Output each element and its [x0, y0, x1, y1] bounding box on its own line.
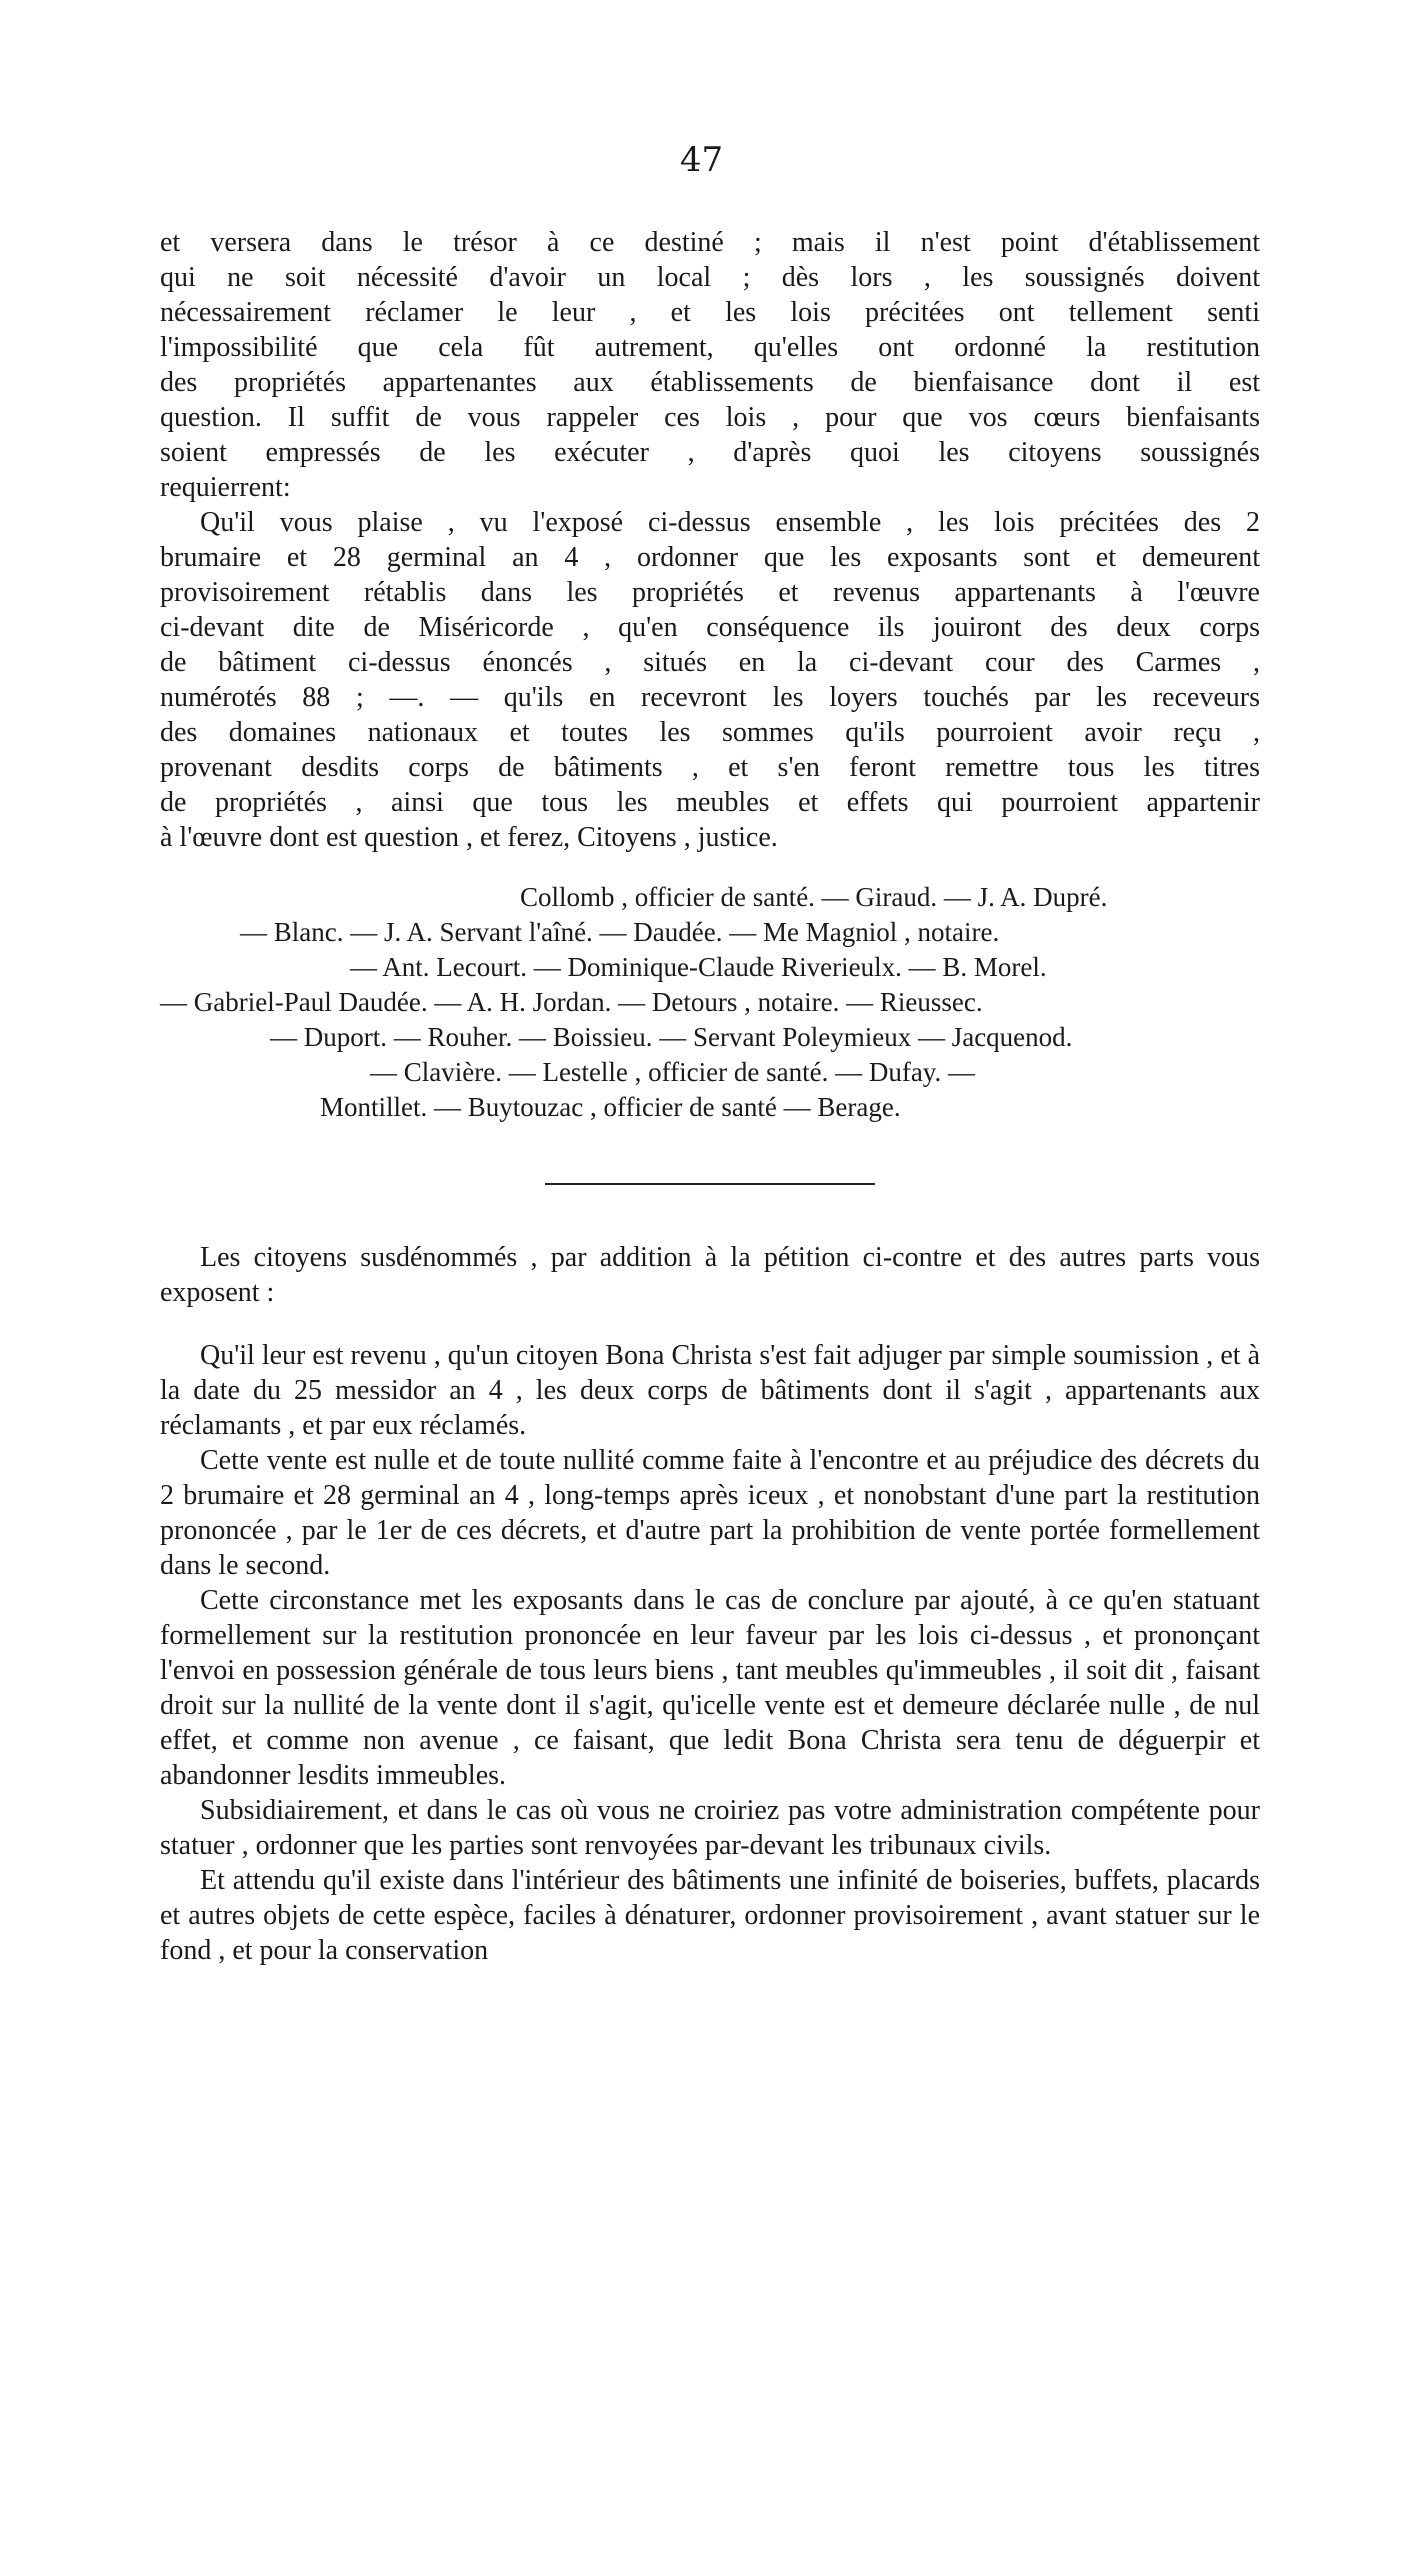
signatures-block	[160, 880, 1260, 1125]
addition-paragraph-3: Cette circonstance met les exposants dans le cas de conclure par ajouté, à ce qu'en statuant formellement sur la restitution prononcée en leur faveur par les lois ci-dessus , et prononçant l'envoi en possession générale de tous leurs biens , tant meubles qu'immeubles , il soit dit , faisant droit sur la nullité de la vente dont il s'agit, qu'icelle vente est et demeure déclarée nulle , de nul effet, et comme non avenue , ce faisant, que ledit Bona Christa sera tenu de déguerpir et abandonner lesdits immeubles.	[160, 1585, 1260, 1791]
section-divider	[545, 1183, 875, 1185]
signature-line: — Clavière. — Lestelle , officier de santé. — Dufay. —	[370, 1057, 976, 1087]
text-line: provenant desdits corps de bâtiments , et s'en feront remettre tous les titres	[160, 752, 1260, 783]
text-line: et versera dans le trésor à ce destiné ; mais il n'est point d'établissement	[160, 227, 1260, 258]
signature-line: Montillet. — Buytouzac , officier de santé — Berage.	[320, 1092, 901, 1122]
addition-paragraph-2: Cette vente est nulle et de toute nullité comme faite à l'encontre et au préjudice des décrets du 2 brumaire et 28 germinal an 4 , long-temps après iceux , et nonobstant d'une part la restitution prononcée , par le 1er de ces décrets, et d'autre part la prohibition de vente portée formellement dans le second.	[160, 1445, 1260, 1581]
addition-paragraph-1: Qu'il leur est revenu , qu'un citoyen Bona Christa s'est fait adjuger par simple soumission , et à la date du 25 messidor an 4 , les deux corps de bâtiments dont il s'agit , appartenants aux réclamants , et par eux réclamés.	[160, 1340, 1260, 1441]
text-line: à l'œuvre dont est question , et ferez, Citoyens , justice.	[160, 822, 778, 853]
text-line: des domaines nationaux et toutes les sommes qu'ils pourroient avoir reçu ,	[160, 717, 1260, 748]
text-line: provisoirement rétablis dans les propriétés et revenus appartenants à l'œuvre	[160, 577, 1260, 608]
signature-line: — Gabriel-Paul Daudée. — A. H. Jordan. — Detours , notaire. — Rieussec.	[160, 987, 983, 1017]
text-line: brumaire et 28 germinal an 4 , ordonner que les exposants sont et demeurent	[160, 542, 1260, 573]
addition-intro-text: Les citoyens susdénommés , par addition à la pétition ci-contre et des autres parts vous exposent :	[160, 1242, 1260, 1308]
text-line: de bâtiment ci-dessus énoncés , situés en la ci-devant cour des Carmes ,	[160, 647, 1260, 678]
signature-line: Collomb , officier de santé. — Giraud. — J. A. Dupré.	[520, 882, 1108, 912]
addition-paragraph-4: Subsidiairement, et dans le cas où vous ne croiriez pas votre administration compétente pour statuer , ordonner que les parties sont renvoyées par-devant les tribunaux civils.	[160, 1795, 1260, 1861]
request-paragraph	[160, 505, 1260, 855]
addition-intro	[160, 1240, 1260, 1310]
text-line: numérotés 88 ; —. — qu'ils en recevront les loyers touchés par les receveurs	[160, 682, 1260, 713]
text-line: nécessairement réclamer le leur , et les lois précitées ont tellement senti	[160, 297, 1260, 328]
signature-line: — Duport. — Rouher. — Boissieu. — Servant Poleymieux — Jacquenod.	[270, 1022, 1073, 1052]
signature-line: — Ant. Lecourt. — Dominique-Claude Riverieulx. — B. Morel.	[350, 952, 1047, 982]
text-line: soient empressés de les exécuter , d'après quoi les citoyens soussignés	[160, 437, 1260, 468]
text-line: ci-devant dite de Miséricorde , qu'en conséquence ils jouiront des deux corps	[160, 612, 1260, 643]
text-line: requierrent:	[160, 472, 291, 503]
addition-body	[160, 1338, 1260, 1968]
text-line: l'impossibilité que cela fût autrement, qu'elles ont ordonné la restitution	[160, 332, 1260, 363]
addition-paragraph-5: Et attendu qu'il existe dans l'intérieur des bâtiments une infinité de boiseries, buffets, placards et autres objets de cette espèce, faciles à dénaturer, ordonner provisoirement , avant statuer sur le fond , et pour la conservation	[160, 1865, 1260, 1966]
page-number: 47	[679, 140, 724, 180]
signature-line: — Blanc. — J. A. Servant l'aîné. — Daudée. — Me Magniol , notaire.	[240, 917, 1000, 947]
text-line: de propriétés , ainsi que tous les meubles et effets qui pourroient appartenir	[160, 787, 1260, 818]
text-line: qui ne soit nécessité d'avoir un local ; dès lors , les soussignés doivent	[160, 262, 1260, 293]
text-line: question. Il suffit de vous rappeler ces lois , pour que vos cœurs bienfaisants	[160, 402, 1260, 433]
text-line: Qu'il vous plaise , vu l'exposé ci-dessus ensemble , les lois précitées des 2	[200, 507, 1260, 538]
petition-paragraph	[160, 225, 1260, 505]
text-line: des propriétés appartenantes aux établissements de bienfaisance dont il est	[160, 367, 1260, 398]
